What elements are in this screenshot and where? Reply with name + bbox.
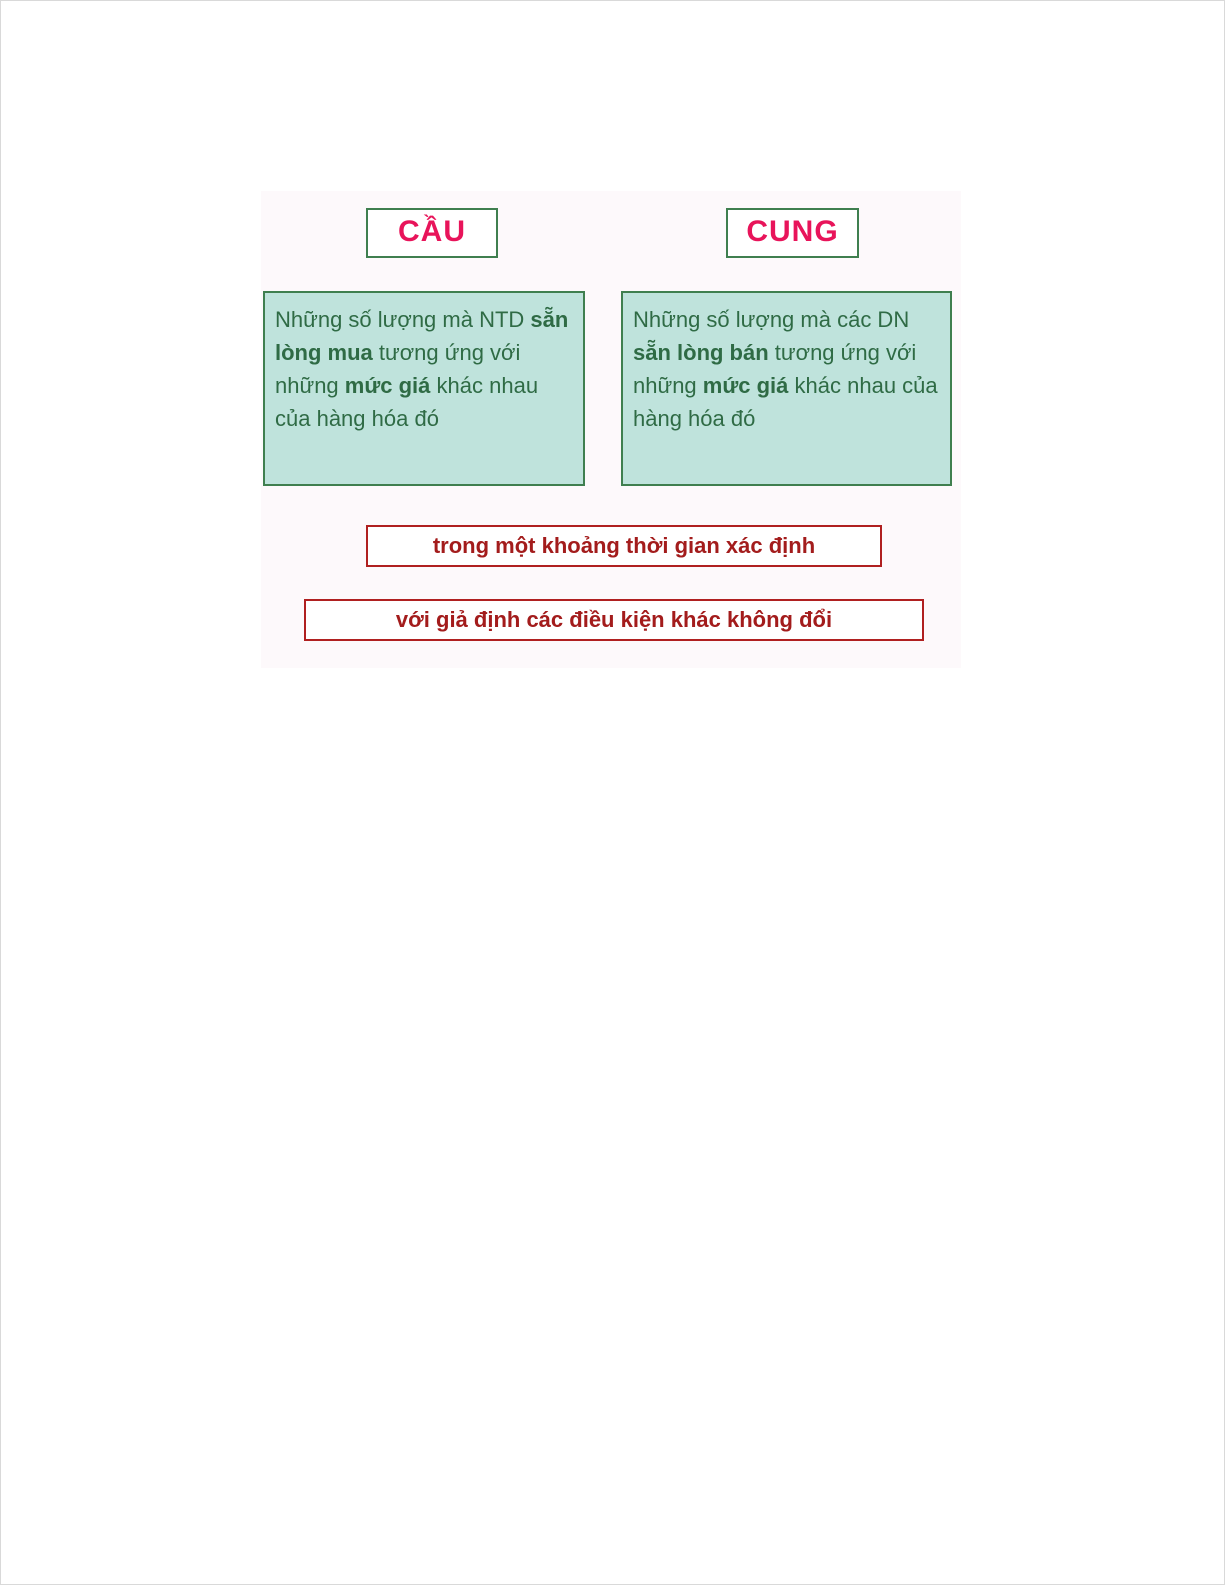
supply-definition-box <box>621 291 952 486</box>
demand-title-box: CẦU <box>366 208 498 258</box>
demand-definition-box <box>263 291 585 486</box>
supply-definition-bold2: mức giá <box>702 373 789 398</box>
demand-definition-part3: khác nhau của hàng hóa đó <box>275 373 539 431</box>
supply-definition-part2: tương ứng với những <box>633 340 917 398</box>
demand-definition-bold2: mức giá <box>344 373 431 398</box>
supply-title-box: CUNG <box>726 208 859 258</box>
supply-definition-part1: Những số lượng mà các DN <box>633 307 910 332</box>
time-condition-box: trong một khoảng thời gian xác định <box>366 525 882 567</box>
demand-definition-part2: tương ứng với những <box>275 340 521 398</box>
demand-definition-bold1: sẵn lòng mua <box>275 307 569 365</box>
supply-demand-diagram <box>261 191 961 668</box>
supply-definition-bold1: sẵn lòng bán <box>633 340 769 365</box>
ceteris-paribus-condition-box: với giả định các điều kiện khác không đổi <box>304 599 924 641</box>
supply-definition-part3: khác nhau của hàng hóa đó <box>633 373 938 431</box>
demand-definition-part1: Những số lượng mà NTD <box>275 307 531 332</box>
